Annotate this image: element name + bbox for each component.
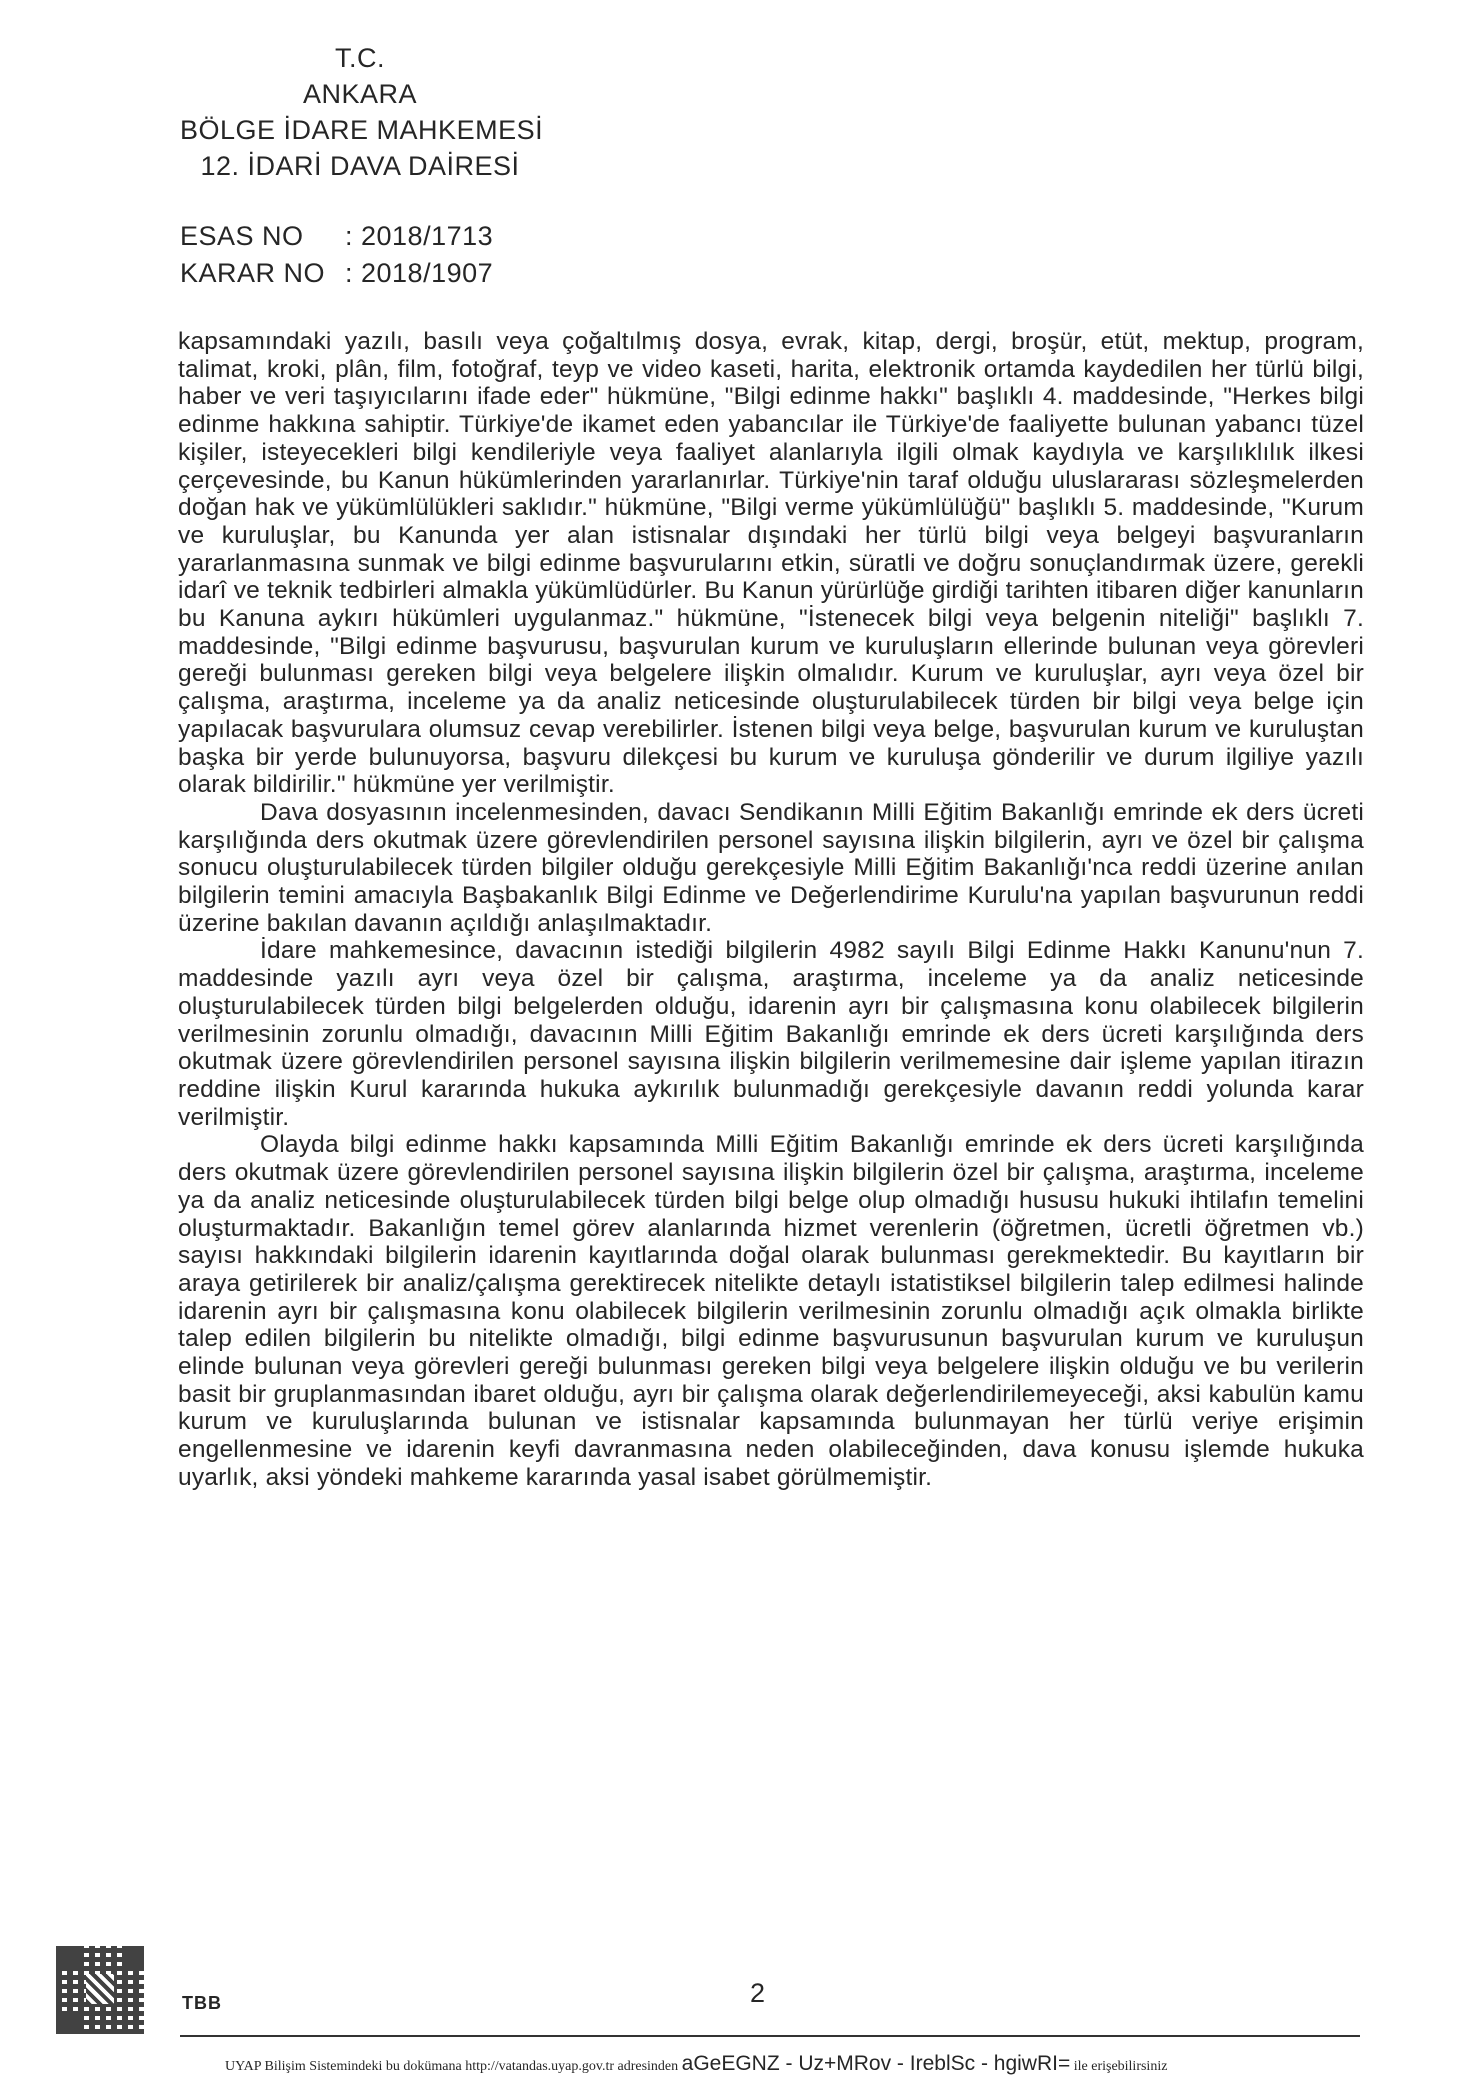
footer-divider [180,2035,1360,2037]
esas-row [180,218,493,255]
esas-value: : 2018/1713 [345,221,494,251]
uyap-text: UYAP Bilişim Sistemindeki bu dokümana http://vatandas.uyap.gov.tr adresinden [225,2059,679,2074]
paragraph-2: Dava dosyasının incelenmesinden, davacı Sendikanın Milli Eğitim Bakanlığı emrinde ek ders ücreti karşılığında ders okutmak üzere görevlendirilen personel sayısına ilişkin bilgilerin, ayrı ve özel bir çalışma sonucu oluşturulabilecek türden bilgiler olduğu gerekçesiyle Milli Eğitim Bakanlığı'nca reddi üzerine anılan bilgilerin temini amacıyla Başbakanlık Bilgi Edinme ve Değerlendirime Kurulu'na yapılan başvurunun reddi üzerine bakılan davanın açıldığı anlaşılmaktadır. [178,798,1364,937]
footer-tail: ile erişebilirsiniz [1073,2059,1168,2074]
case-numbers [180,218,493,292]
decision-body [178,328,1364,1492]
paragraph-4: Olayda bilgi edinme hakkı kapsamında Milli Eğitim Bakanlığı emrinde ek ders ücreti karşılığında ders okutmak üzere görevlendirilen personel sayısına ilişkin bilgilerin özel bir çalışma, araştırma, inceleme ya da analiz neticesinde oluşturulabilecek türden bilgi belge olup olmadığı hususu hukuki ihtilafın temelini oluşturmaktadır. Bakanlığın temel görev alanlarında hizmet verenlerin (öğretmen, ücretli öğretmen vb.) sayısı hakkındaki bilgilerin idarenin kayıtlarında doğal olarak bulunması gerekmektedir. Bu kayıtların bir araya getirilerek bir analiz/çalışma gerektirecek nitelikte detaylı istatistiksel bilgilerin talep edilmesi halinde idarenin ayrı bir çalışmasına konu olabilecek bilgilerin verilmesinin zorunlu olmadığı açık olmakla birlikte talep edilen bilgilerin bu nitelikte olmadığı, bilgi edinme başvurusunun başvurulan kurum ve kuruluşun elinde bulunan veya görevleri gereği bulunması gereken bilgi veya belgelere ilişkin olduğu ve bu verilerin basit bir gruplanmasından ibaret olduğu, ayrı bir çalışma olarak değerlendirilemeyeceği, aksi kabulün kamu kurum ve kuruluşlarında bulunan ve istisnalar kapsamında bulunmayan her türlü veriye erişimin engellenmesine ve idarenin keyfi davranmasına neden olabileceğinden, dava konusu işlemde hukuka uyarlık, aksi yöndeki mahkeme kararında yasal isabet görülmemiştir. [178,1131,1364,1491]
header-line-court: BÖLGE İDARE MAHKEMESİ [180,115,544,145]
paragraph-1: kapsamındaki yazılı, basılı veya çoğaltılmış dosya, evrak, kitap, dergi, broşür, etüt, mektup, program, talimat, kroki, plân, film, fotoğraf, teyp ve video kaseti, harita, elektronik ortamda kaydedilen her türlü bilgi, haber ve veri taşıyıcılarını ifade eder" hükmüne, "Bilgi edinme hakkı" başlıklı 4. maddesinde, "Herkes bilgi edinme hakkına sahiptir. Türkiye'de ikamet eden yabancılar ile Türkiye'de faaliyette bulunan yabancı tüzel kişiler, isteyecekleri bilgi kendileriyle veya faaliyet alanlarıyla ilgili olmak kaydıyla ve karşılıklılık ilkesi çerçevesinde, bu Kanun hükümlerinden yararlanırlar. Türkiye'nin taraf olduğu uluslararası sözleşmelerden doğan hak ve yükümlülükleri saklıdır." hükmüne, "Bilgi verme yükümlülüğü" başlıklı 5. maddesinde, "Kurum ve kuruluşlar, bu Kanunda yer alan istisnalar dışındaki her türlü bilgi veya belgeyi başvuranların yararlanmasına sunmak ve bilgi edinme başvurularını etkin, süratli ve doğru sonuçlandırmak üzere, gerekli idarî ve teknik tedbirleri almakla yükümlüdürler. Bu Kanun yürürlüğe girdiği tarihten itibaren diğer kanunların bu Kanuna aykırı hükümleri uygulanmaz." hükmüne, "İstenecek bilgi veya belgenin niteliği" başlıklı 7. maddesinde, "Bilgi edinme başvurusu, başvurulan kurum ve kuruluşların ellerinde bulunan veya görevleri gereği bulunması gereken bilgi veya belgelere ilişkin olmalıdır. Kurum ve kuruluşlar, ayrı veya özel bir çalışma, araştırma, inceleme ya da analiz neticesinde oluşturulabilecek türden bir bilgi veya belge için yapılacak başvurulara olumsuz cevap verebilirler. İstenen bilgi veya belge, başvurulan kurum ve kuruluştan başka bir yerde bulunuyorsa, başvuru dilekçesi bu kurum ve kuruluşa gönderilir ve durum ilgiliye yazılı olarak bildirilir." hükmüne yer verilmiştir. [178,328,1364,799]
court-header [180,40,544,184]
header-line-city: ANKARA [302,79,418,109]
verification-code: aGeEGNZ - Uz+MRov - IreblSc - hgiwRI= [681,2052,1071,2075]
tbb-label: TBB [182,1993,222,2013]
karar-value: : 2018/1907 [345,258,494,288]
karar-label: KARAR NO [180,258,326,288]
qr-code-icon [56,1946,144,2034]
page-number: 2 [750,1978,766,2008]
paragraph-3: İdare mahkemesince, davacının istediği bilgilerin 4982 sayılı Bilgi Edinme Hakkı Kanunu'nun 7. maddesinde yazılı ayrı veya özel bir çalışma, araştırma, inceleme ya da analiz neticesinde oluşturulabilecek türden bilgi belgelerden olduğu, idarenin ayrı bir çalışmasına konu olabilecek bilgilerin verilmesinin zorunlu olmadığı, davacının Milli Eğitim Bakanlığı emrinde ek ders ücreti karşılığında ders okutmak üzere görevlendirilen personel sayısına ilişkin bilgilerin verilmemesine dair işleme yapılan itirazın reddine ilişkin Kurul kararında hukuka aykırılık bulunmadığı gerekçesiyle davanın reddi yolunda karar verilmiştir. [178,937,1364,1131]
header-line-tc: T.C. [334,43,385,73]
uyap-footer [225,2052,1167,2076]
esas-label: ESAS NO [180,221,304,251]
karar-row [180,255,493,292]
header-line-chamber: 12. İDARİ DAVA DAİRESİ [200,151,520,181]
